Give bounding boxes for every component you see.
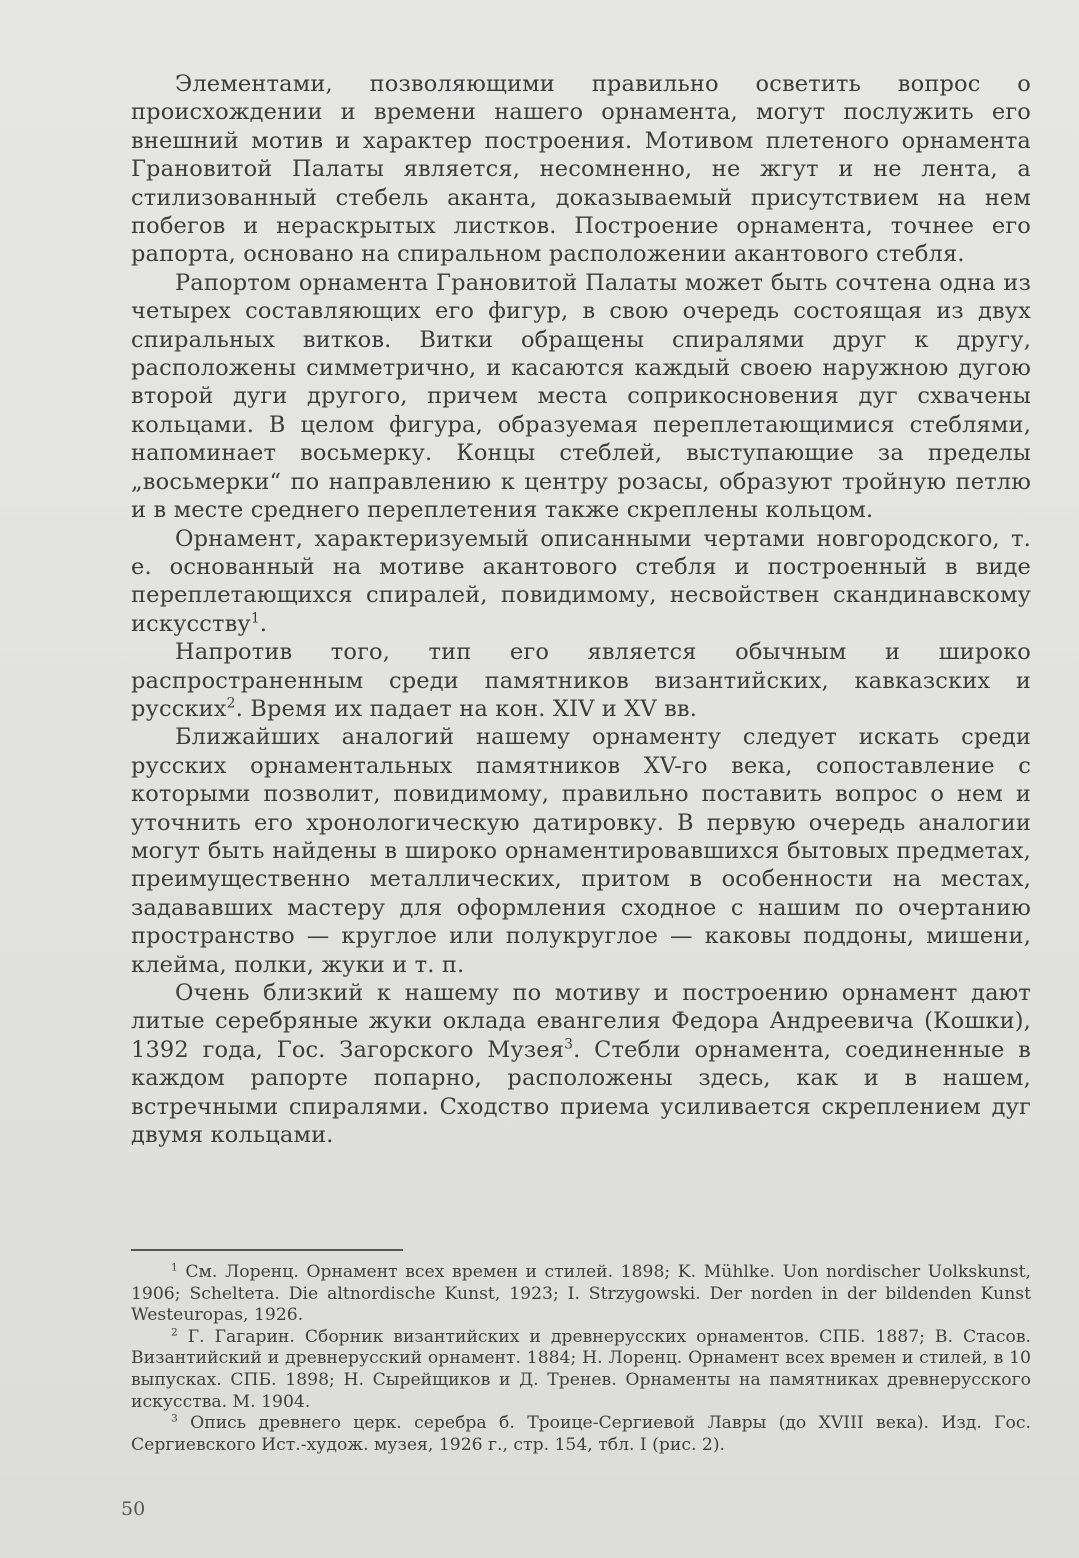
footnotes — [131, 1262, 1031, 1456]
paragraph: Элементами, позволяющими правильно осветить вопрос о происхождении и времени нашего орнамента, могут послужить его внешний мотив и характер построения. Мотивом плетеного орнамента Грановитой Палаты является, несомненно, не жгут и не лента, а стилизованный стебель аканта, доказываемый присутствием на нем побегов и нераскрытых листков. Построение орнамента, точнее его рапорта, основано на спиральном расположении акантового стебля. — [131, 71, 1031, 268]
footnote: $^2$ Г. Гагарин. Сборник византийских и древнерусских орнаментов. СПБ. 1887; В. Стасов. Византийский и древнерусский орнамент. 1884; Н. Лоренц. Орнамент всех времен и стилей, в 10 выпусках. СПБ. 1898; Н. Сырейщиков и Д. Тренев. Орнаменты на памятниках древнерусского искусства. М. 1904. — [131, 1325, 1031, 1412]
footnote-divider — [131, 1249, 403, 1251]
footnote: $^3$ Опись древнего церк. серебра б. Троице-Сергиевой Лавры (до XVIII века). Изд. Гос. Сергиевского Ист.-худож. музея, 1926 г., стр. 154, тбл. I (рис. 2). — [131, 1411, 1031, 1455]
footnote-ref: 1 — [250, 610, 260, 627]
footnote-mark: 3 — [171, 1411, 178, 1425]
paragraph: Ближайших аналогий нашему орнаменту следует искать среди русских орнаментальных памятников XV-го века, сопоставление с которыми позволит, повидимому, правильно поставить вопрос о нем и уточнить его хронологическую датировку. В первую очередь аналогии могут быть найдены в широко орнаментировавшихся бытовых предметах, преимущественно металлических, притом в особенности на местах, задававших мастеру для оформления сходное с нашим по очертанию пространство — круглое или полукруглое — каковы поддоны, мишени, клейма, полки, жуки и т. п. — [131, 724, 1031, 978]
paragraph: Рапортом орнамента Грановитой Палаты может быть сочтена одна из четырех составляющих его фигур, в свою очередь состоящая из двух спиральных витков. Витки обращены спиралями друг к другу, расположены симметрично, и касаются каждый своею наружною дугою второй дуги другого, причем места соприкосновения дуг схвачены кольцами. В целом фигура, образуемая переплетающимися стеблями, напоминает восьмерку. Концы стеблей, выступающие за пределы „восьмерки“ по направлению к центру розасы, образуют тройную петлю и в месте среднего переплетения также скреплены кольцом. — [131, 269, 1031, 524]
footnote-mark: 1 — [171, 1260, 178, 1274]
footnote-ref: 2 — [226, 695, 236, 712]
page-number: 50 — [121, 1498, 146, 1520]
footnote-mark: 2 — [171, 1325, 178, 1339]
paragraph: Орнамент, характеризуемый описанными чертами новгородского, т. е. основанный на мотиве акантового стебля и построенный в виде переплетающихся спиралей, повидимому, несвойствен скандинавскому искусству$^1$. — [131, 525, 1031, 637]
paragraph: Очень близкий к нашему по мотиву и построению орнамент дают литые серебряные жуки оклада евангелия Федора Андреевича (Кошки), 1392 года, Гос. Загорского Музея$^3$. Стебли орнамента, соединенные в каждом рапорте попарно, расположены здесь, как и в нашем, встречными спиралями. Сходство приема усиливается скреплением дуг двумя кольцами. — [131, 980, 1031, 1149]
paragraph: Напротив того, тип его является обычным и широко распространенным среди памятников византийских, кавказских и русских$^2$. Время их падает на кон. XIV и XV вв. — [131, 639, 1031, 722]
main-text — [131, 70, 1031, 1149]
footnote-ref: 3 — [564, 1036, 574, 1053]
footnote: $^1$ См. Лоренц. Орнамент всех времен и стилей. 1898; K. Mühlke. Uon nordischer Uolkskunst, 1906; Schelteтa. Die altnordische Kunst, 1923; I. Strzygowski. Der norden in der bildenden Kunst Westeuropas, 1926. — [131, 1260, 1031, 1326]
